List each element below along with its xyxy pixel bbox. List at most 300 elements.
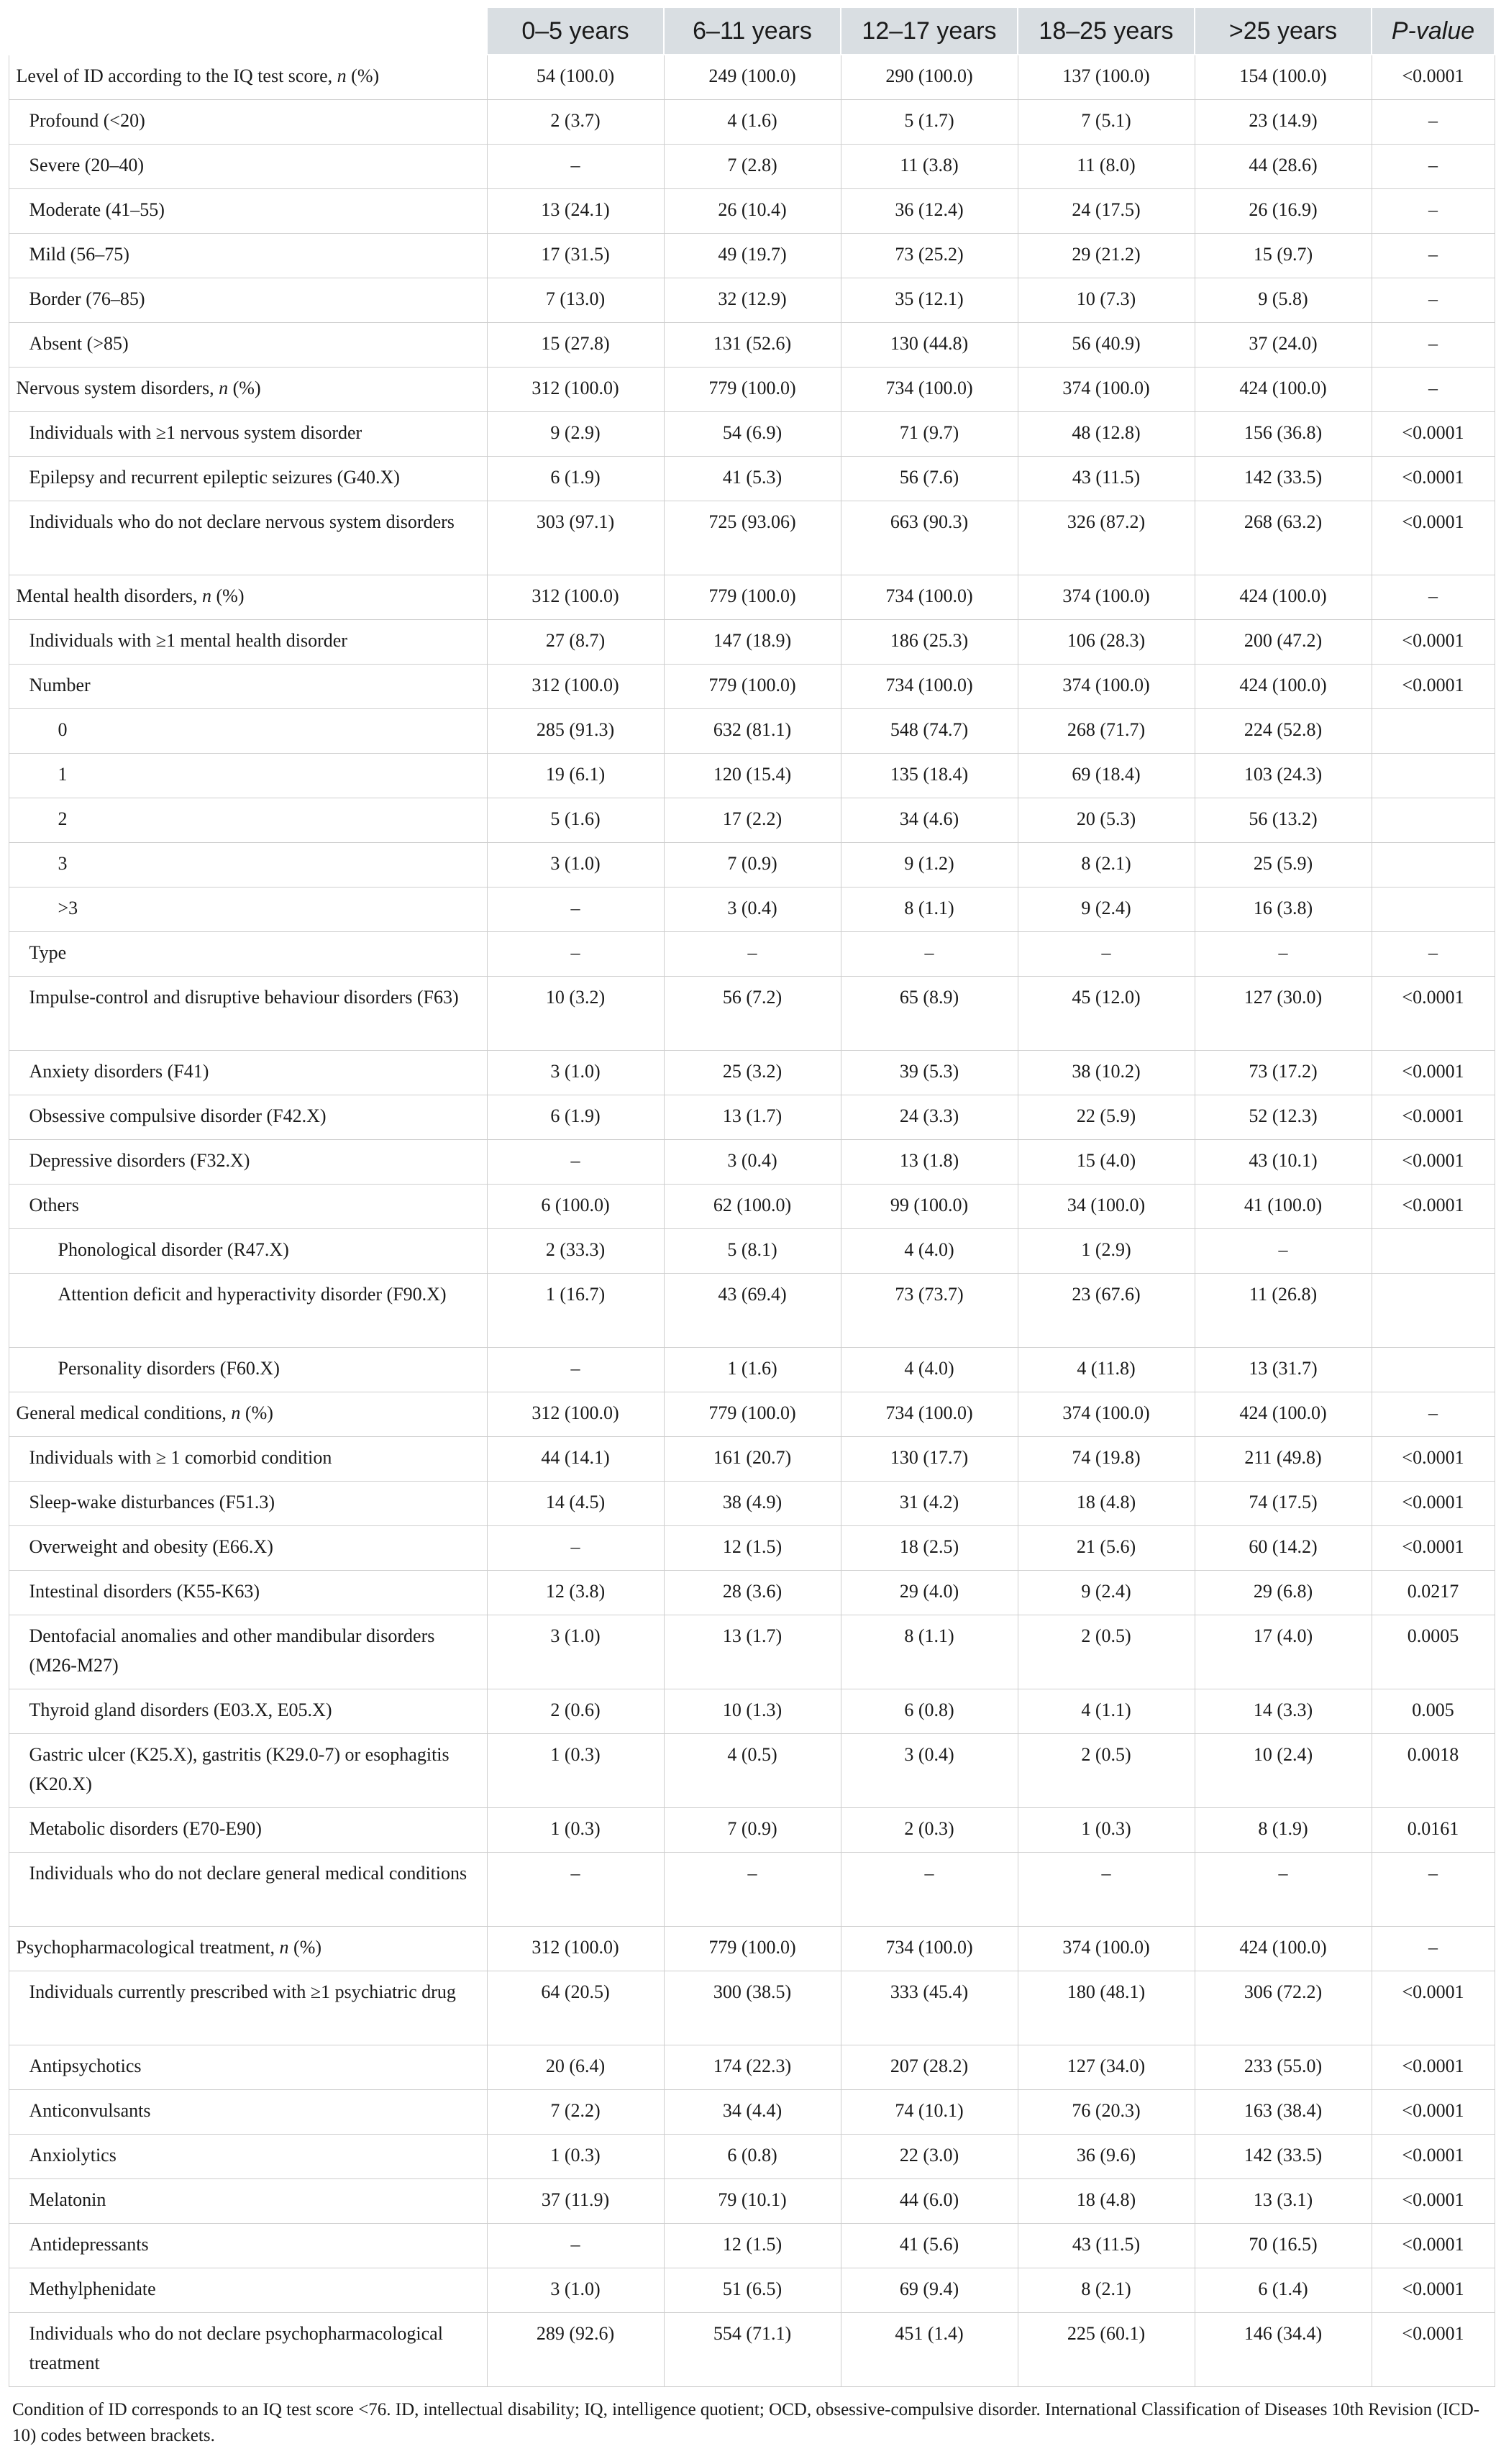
p-value-cell (1372, 887, 1495, 931)
value-cell: 374 (100.0) (1018, 367, 1195, 411)
value-cell: 300 (38.5) (664, 1971, 841, 2045)
value-cell: 131 (52.6) (664, 322, 841, 367)
value-cell: 5 (8.1) (664, 1228, 841, 1273)
row-label: Profound (<20) (9, 99, 487, 144)
table-row (9, 664, 1495, 708)
p-value-cell: <0.0001 (1372, 2268, 1495, 2312)
value-cell: 249 (100.0) (664, 55, 841, 99)
table-row (9, 1392, 1495, 1436)
table-row (9, 233, 1495, 278)
value-cell: 74 (19.8) (1018, 1436, 1195, 1481)
value-cell: – (487, 1525, 664, 1570)
table-row (9, 2223, 1495, 2268)
value-cell: 76 (20.3) (1018, 2089, 1195, 2134)
value-cell: 13 (1.7) (664, 1615, 841, 1689)
value-cell: 18 (2.5) (841, 1525, 1018, 1570)
value-cell: 13 (3.1) (1195, 2178, 1372, 2223)
value-cell: 34 (4.6) (841, 798, 1018, 842)
value-cell: 65 (8.9) (841, 976, 1018, 1050)
value-cell: 41 (100.0) (1195, 1184, 1372, 1228)
value-cell: 2 (33.3) (487, 1228, 664, 1273)
value-cell: 374 (100.0) (1018, 1926, 1195, 1971)
value-cell: 79 (10.1) (664, 2178, 841, 2223)
value-cell: 36 (9.6) (1018, 2134, 1195, 2178)
value-cell: 43 (69.4) (664, 1273, 841, 1347)
table-row (9, 55, 1495, 99)
value-cell: 186 (25.3) (841, 619, 1018, 664)
value-cell: – (664, 931, 841, 976)
value-cell: 1 (0.3) (1018, 1807, 1195, 1852)
value-cell: 17 (2.2) (664, 798, 841, 842)
table-row (9, 1184, 1495, 1228)
value-cell: 14 (4.5) (487, 1481, 664, 1525)
value-cell: 43 (11.5) (1018, 456, 1195, 501)
table-row (9, 708, 1495, 753)
row-label: 3 (9, 842, 487, 887)
value-cell: 19 (6.1) (487, 753, 664, 798)
table-container (8, 6, 1494, 2449)
value-cell: 25 (3.2) (664, 1050, 841, 1095)
value-cell: 9 (1.2) (841, 842, 1018, 887)
row-label: Overweight and obesity (E66.X) (9, 1525, 487, 1570)
table-row (9, 1689, 1495, 1733)
value-cell: 734 (100.0) (841, 1926, 1018, 1971)
value-cell: 54 (6.9) (664, 411, 841, 456)
value-cell: 779 (100.0) (664, 1926, 841, 1971)
value-cell: 35 (12.1) (841, 278, 1018, 322)
header-blank-cell (9, 7, 487, 55)
value-cell: 3 (0.4) (664, 887, 841, 931)
value-cell: 7 (0.9) (664, 842, 841, 887)
value-cell: 39 (5.3) (841, 1050, 1018, 1095)
p-value-cell: – (1372, 1926, 1495, 1971)
value-cell: 103 (24.3) (1195, 753, 1372, 798)
value-cell: 99 (100.0) (841, 1184, 1018, 1228)
table-row (9, 1615, 1495, 1689)
row-label: Impulse-control and disruptive behaviour disorders (F63) (9, 976, 487, 1050)
value-cell: 18 (4.8) (1018, 2178, 1195, 2223)
value-cell: 3 (0.4) (664, 1139, 841, 1184)
value-cell: 13 (1.7) (664, 1095, 841, 1139)
value-cell: 11 (26.8) (1195, 1273, 1372, 1347)
value-cell: 424 (100.0) (1195, 664, 1372, 708)
table-row (9, 1481, 1495, 1525)
value-cell: 29 (6.8) (1195, 1570, 1372, 1615)
value-cell: 41 (5.3) (664, 456, 841, 501)
header-age-0-5: 0–5 years (487, 7, 664, 55)
p-value-cell: 0.0018 (1372, 1733, 1495, 1807)
value-cell: 2 (0.5) (1018, 1615, 1195, 1689)
value-cell: 8 (1.1) (841, 1615, 1018, 1689)
value-cell: 24 (3.3) (841, 1095, 1018, 1139)
value-cell: 69 (18.4) (1018, 753, 1195, 798)
value-cell: 374 (100.0) (1018, 664, 1195, 708)
table-row (9, 1050, 1495, 1095)
value-cell: 7 (0.9) (664, 1807, 841, 1852)
value-cell: 4 (4.0) (841, 1228, 1018, 1273)
row-label: Individuals who do not declare general medical conditions (9, 1852, 487, 1926)
value-cell: 49 (19.7) (664, 233, 841, 278)
table-row (9, 1852, 1495, 1926)
value-cell: 21 (5.6) (1018, 1525, 1195, 1570)
value-cell: 290 (100.0) (841, 55, 1018, 99)
value-cell: 14 (3.3) (1195, 1689, 1372, 1733)
value-cell: 41 (5.6) (841, 2223, 1018, 2268)
table-row (9, 1570, 1495, 1615)
value-cell: 13 (1.8) (841, 1139, 1018, 1184)
value-cell: 268 (63.2) (1195, 501, 1372, 575)
row-label: Antipsychotics (9, 2045, 487, 2089)
value-cell: 13 (24.1) (487, 188, 664, 233)
row-label: Individuals with ≥ 1 comorbid condition (9, 1436, 487, 1481)
value-cell: 424 (100.0) (1195, 1392, 1372, 1436)
value-cell: 34 (4.4) (664, 2089, 841, 2134)
value-cell: 326 (87.2) (1018, 501, 1195, 575)
value-cell: 312 (100.0) (487, 1926, 664, 1971)
value-cell: 45 (12.0) (1018, 976, 1195, 1050)
value-cell: 734 (100.0) (841, 1392, 1018, 1436)
row-label: 0 (9, 708, 487, 753)
value-cell: 44 (14.1) (487, 1436, 664, 1481)
value-cell: – (1195, 931, 1372, 976)
value-cell: 18 (4.8) (1018, 1481, 1195, 1525)
value-cell: 29 (4.0) (841, 1570, 1018, 1615)
value-cell: 127 (34.0) (1018, 2045, 1195, 2089)
value-cell: 779 (100.0) (664, 367, 841, 411)
value-cell: 233 (55.0) (1195, 2045, 1372, 2089)
value-cell: 15 (9.7) (1195, 233, 1372, 278)
value-cell: 8 (2.1) (1018, 842, 1195, 887)
header-age-6-11: 6–11 years (664, 7, 841, 55)
row-label: Number (9, 664, 487, 708)
value-cell: 74 (17.5) (1195, 1481, 1372, 1525)
table-row (9, 322, 1495, 367)
value-cell: 7 (2.8) (664, 144, 841, 188)
value-cell: 51 (6.5) (664, 2268, 841, 2312)
p-value-cell: – (1372, 99, 1495, 144)
value-cell: 8 (1.1) (841, 887, 1018, 931)
value-cell: 6 (100.0) (487, 1184, 664, 1228)
p-value-cell (1372, 1228, 1495, 1273)
value-cell: 451 (1.4) (841, 2312, 1018, 2386)
value-cell: 142 (33.5) (1195, 456, 1372, 501)
value-cell: 174 (22.3) (664, 2045, 841, 2089)
value-cell: 27 (8.7) (487, 619, 664, 664)
value-cell: 120 (15.4) (664, 753, 841, 798)
value-cell: – (841, 931, 1018, 976)
p-value-cell: <0.0001 (1372, 1095, 1495, 1139)
p-value-cell: <0.0001 (1372, 2178, 1495, 2223)
table-row (9, 575, 1495, 619)
value-cell: 156 (36.8) (1195, 411, 1372, 456)
value-cell: 306 (72.2) (1195, 1971, 1372, 2045)
value-cell: 20 (5.3) (1018, 798, 1195, 842)
value-cell: 3 (1.0) (487, 2268, 664, 2312)
row-label: Gastric ulcer (K25.X), gastritis (K29.0-7) or esophagitis (K20.X) (9, 1733, 487, 1807)
value-cell: 374 (100.0) (1018, 1392, 1195, 1436)
row-label: 1 (9, 753, 487, 798)
value-cell: 56 (40.9) (1018, 322, 1195, 367)
value-cell: 734 (100.0) (841, 367, 1018, 411)
value-cell: 6 (0.8) (664, 2134, 841, 2178)
value-cell: 142 (33.5) (1195, 2134, 1372, 2178)
value-cell: 23 (67.6) (1018, 1273, 1195, 1347)
p-value-cell: <0.0001 (1372, 1184, 1495, 1228)
value-cell: 424 (100.0) (1195, 575, 1372, 619)
table-row (9, 1228, 1495, 1273)
row-label: Anxiety disorders (F41) (9, 1050, 487, 1095)
p-value-cell: <0.0001 (1372, 501, 1495, 575)
value-cell: 3 (1.0) (487, 1615, 664, 1689)
value-cell: 137 (100.0) (1018, 55, 1195, 99)
value-cell: 312 (100.0) (487, 575, 664, 619)
row-label: Thyroid gland disorders (E03.X, E05.X) (9, 1689, 487, 1733)
value-cell: 70 (16.5) (1195, 2223, 1372, 2268)
row-label: Individuals currently prescribed with ≥1 psychiatric drug (9, 1971, 487, 2045)
value-cell: 9 (2.4) (1018, 887, 1195, 931)
table-row (9, 2045, 1495, 2089)
value-cell: 69 (9.4) (841, 2268, 1018, 2312)
table-row (9, 931, 1495, 976)
table-row (9, 367, 1495, 411)
value-cell: 29 (21.2) (1018, 233, 1195, 278)
value-cell: 13 (31.7) (1195, 1347, 1372, 1392)
table-row (9, 1807, 1495, 1852)
value-cell: 374 (100.0) (1018, 575, 1195, 619)
value-cell: 37 (24.0) (1195, 322, 1372, 367)
value-cell: – (841, 1852, 1018, 1926)
p-value-cell: – (1372, 144, 1495, 188)
value-cell: 7 (5.1) (1018, 99, 1195, 144)
p-value-cell: <0.0001 (1372, 2089, 1495, 2134)
value-cell: 10 (3.2) (487, 976, 664, 1050)
table-row (9, 1347, 1495, 1392)
table-row (9, 99, 1495, 144)
value-cell: 6 (0.8) (841, 1689, 1018, 1733)
data-table (8, 6, 1495, 2387)
p-value-cell: <0.0001 (1372, 1436, 1495, 1481)
value-cell: 180 (48.1) (1018, 1971, 1195, 2045)
p-value-cell: <0.0001 (1372, 2223, 1495, 2268)
table-row (9, 2134, 1495, 2178)
p-value-cell: <0.0001 (1372, 976, 1495, 1050)
value-cell: 15 (27.8) (487, 322, 664, 367)
value-cell: 4 (1.6) (664, 99, 841, 144)
table-row (9, 842, 1495, 887)
p-value-cell (1372, 1347, 1495, 1392)
value-cell: 154 (100.0) (1195, 55, 1372, 99)
row-label: Border (76–85) (9, 278, 487, 322)
row-label: Mental health disorders, n (%) (9, 575, 487, 619)
row-label: Sleep-wake disturbances (F51.3) (9, 1481, 487, 1525)
value-cell: – (487, 1347, 664, 1392)
table-row (9, 188, 1495, 233)
value-cell: – (487, 887, 664, 931)
value-cell: 779 (100.0) (664, 575, 841, 619)
value-cell: 289 (92.6) (487, 2312, 664, 2386)
value-cell: 725 (93.06) (664, 501, 841, 575)
value-cell: 632 (81.1) (664, 708, 841, 753)
p-value-cell: – (1372, 233, 1495, 278)
value-cell: 7 (13.0) (487, 278, 664, 322)
value-cell: 71 (9.7) (841, 411, 1018, 456)
value-cell: 56 (13.2) (1195, 798, 1372, 842)
p-value-cell: <0.0001 (1372, 55, 1495, 99)
value-cell: 10 (1.3) (664, 1689, 841, 1733)
table-row (9, 1971, 1495, 2045)
p-value-cell: <0.0001 (1372, 2045, 1495, 2089)
value-cell: 1 (0.3) (487, 1733, 664, 1807)
value-cell: – (1018, 931, 1195, 976)
table-row (9, 2268, 1495, 2312)
value-cell: 163 (38.4) (1195, 2089, 1372, 2134)
p-value-cell: <0.0001 (1372, 2134, 1495, 2178)
row-label: Nervous system disorders, n (%) (9, 367, 487, 411)
value-cell: 207 (28.2) (841, 2045, 1018, 2089)
table-row (9, 2312, 1495, 2386)
value-cell: 2 (0.6) (487, 1689, 664, 1733)
value-cell: 3 (1.0) (487, 842, 664, 887)
p-value-cell (1372, 1273, 1495, 1347)
row-label: Intestinal disorders (K55-K63) (9, 1570, 487, 1615)
p-value-cell (1372, 798, 1495, 842)
value-cell: 22 (5.9) (1018, 1095, 1195, 1139)
value-cell: 1 (1.6) (664, 1347, 841, 1392)
table-row (9, 456, 1495, 501)
value-cell: 1 (0.3) (487, 2134, 664, 2178)
value-cell: 32 (12.9) (664, 278, 841, 322)
table-row (9, 278, 1495, 322)
value-cell: 56 (7.6) (841, 456, 1018, 501)
value-cell: 17 (31.5) (487, 233, 664, 278)
value-cell: 24 (17.5) (1018, 188, 1195, 233)
value-cell: 12 (1.5) (664, 1525, 841, 1570)
value-cell: 23 (14.9) (1195, 99, 1372, 144)
value-cell: 73 (73.7) (841, 1273, 1018, 1347)
value-cell: 54 (100.0) (487, 55, 664, 99)
table-row (9, 1733, 1495, 1807)
p-value-cell: 0.0217 (1372, 1570, 1495, 1615)
value-cell: 5 (1.6) (487, 798, 664, 842)
table-row (9, 1436, 1495, 1481)
row-label: General medical conditions, n (%) (9, 1392, 487, 1436)
value-cell: 5 (1.7) (841, 99, 1018, 144)
value-cell: 1 (2.9) (1018, 1228, 1195, 1273)
value-cell: 43 (11.5) (1018, 2223, 1195, 2268)
table-row (9, 976, 1495, 1050)
row-label: Dentofacial anomalies and other mandibular disorders (M26-M27) (9, 1615, 487, 1689)
value-cell: 34 (100.0) (1018, 1184, 1195, 1228)
value-cell: 36 (12.4) (841, 188, 1018, 233)
p-value-cell: <0.0001 (1372, 411, 1495, 456)
value-cell: 6 (1.9) (487, 1095, 664, 1139)
table-row (9, 2089, 1495, 2134)
row-label: Psychopharmacological treatment, n (%) (9, 1926, 487, 1971)
value-cell: 4 (0.5) (664, 1733, 841, 1807)
value-cell: 135 (18.4) (841, 753, 1018, 798)
value-cell: 44 (6.0) (841, 2178, 1018, 2223)
p-value-cell: <0.0001 (1372, 1139, 1495, 1184)
value-cell: 268 (71.7) (1018, 708, 1195, 753)
value-cell: 312 (100.0) (487, 1392, 664, 1436)
table-row (9, 501, 1495, 575)
value-cell: 38 (4.9) (664, 1481, 841, 1525)
value-cell: 3 (0.4) (841, 1733, 1018, 1807)
row-label: Absent (>85) (9, 322, 487, 367)
value-cell: 17 (4.0) (1195, 1615, 1372, 1689)
header-p-value: P-value (1372, 7, 1495, 55)
value-cell: 4 (11.8) (1018, 1347, 1195, 1392)
value-cell: 225 (60.1) (1018, 2312, 1195, 2386)
table-row (9, 1095, 1495, 1139)
value-cell: 146 (34.4) (1195, 2312, 1372, 2386)
table-row (9, 411, 1495, 456)
value-cell: 312 (100.0) (487, 664, 664, 708)
table-row (9, 619, 1495, 664)
p-value-cell: <0.0001 (1372, 619, 1495, 664)
p-value-cell: <0.0001 (1372, 1050, 1495, 1095)
row-label: Depressive disorders (F32.X) (9, 1139, 487, 1184)
value-cell: 106 (28.3) (1018, 619, 1195, 664)
value-cell: 10 (2.4) (1195, 1733, 1372, 1807)
value-cell: 60 (14.2) (1195, 1525, 1372, 1570)
value-cell: – (487, 1852, 664, 1926)
value-cell: 6 (1.9) (487, 456, 664, 501)
p-value-cell: <0.0001 (1372, 456, 1495, 501)
value-cell: 3 (1.0) (487, 1050, 664, 1095)
row-label: Type (9, 931, 487, 976)
row-label: Individuals who do not declare nervous system disorders (9, 501, 487, 575)
table-row (9, 798, 1495, 842)
value-cell: 8 (2.1) (1018, 2268, 1195, 2312)
row-label: Individuals with ≥1 mental health disorder (9, 619, 487, 664)
value-cell: – (664, 1852, 841, 1926)
value-cell: – (1195, 1852, 1372, 1926)
value-cell: 73 (17.2) (1195, 1050, 1372, 1095)
p-value-cell: 0.005 (1372, 1689, 1495, 1733)
value-cell: 48 (12.8) (1018, 411, 1195, 456)
p-value-cell: – (1372, 322, 1495, 367)
value-cell: 4 (4.0) (841, 1347, 1018, 1392)
p-value-cell (1372, 842, 1495, 887)
value-cell: 9 (5.8) (1195, 278, 1372, 322)
value-cell: 38 (10.2) (1018, 1050, 1195, 1095)
value-cell: 1 (0.3) (487, 1807, 664, 1852)
p-value-cell: <0.0001 (1372, 664, 1495, 708)
value-cell: 424 (100.0) (1195, 367, 1372, 411)
value-cell: 333 (45.4) (841, 1971, 1018, 2045)
p-value-cell: <0.0001 (1372, 1481, 1495, 1525)
value-cell: 52 (12.3) (1195, 1095, 1372, 1139)
value-cell: 285 (91.3) (487, 708, 664, 753)
row-label: >3 (9, 887, 487, 931)
p-value-cell: – (1372, 278, 1495, 322)
row-label: 2 (9, 798, 487, 842)
value-cell: 734 (100.0) (841, 664, 1018, 708)
value-cell: 211 (49.8) (1195, 1436, 1372, 1481)
table-row (9, 144, 1495, 188)
value-cell: 43 (10.1) (1195, 1139, 1372, 1184)
value-cell: 22 (3.0) (841, 2134, 1018, 2178)
row-label: Others (9, 1184, 487, 1228)
row-label: Melatonin (9, 2178, 487, 2223)
header-age-18-25: 18–25 years (1018, 7, 1195, 55)
row-label: Phonological disorder (R47.X) (9, 1228, 487, 1273)
value-cell: 303 (97.1) (487, 501, 664, 575)
value-cell: 312 (100.0) (487, 367, 664, 411)
value-cell: 25 (5.9) (1195, 842, 1372, 887)
row-label: Anticonvulsants (9, 2089, 487, 2134)
